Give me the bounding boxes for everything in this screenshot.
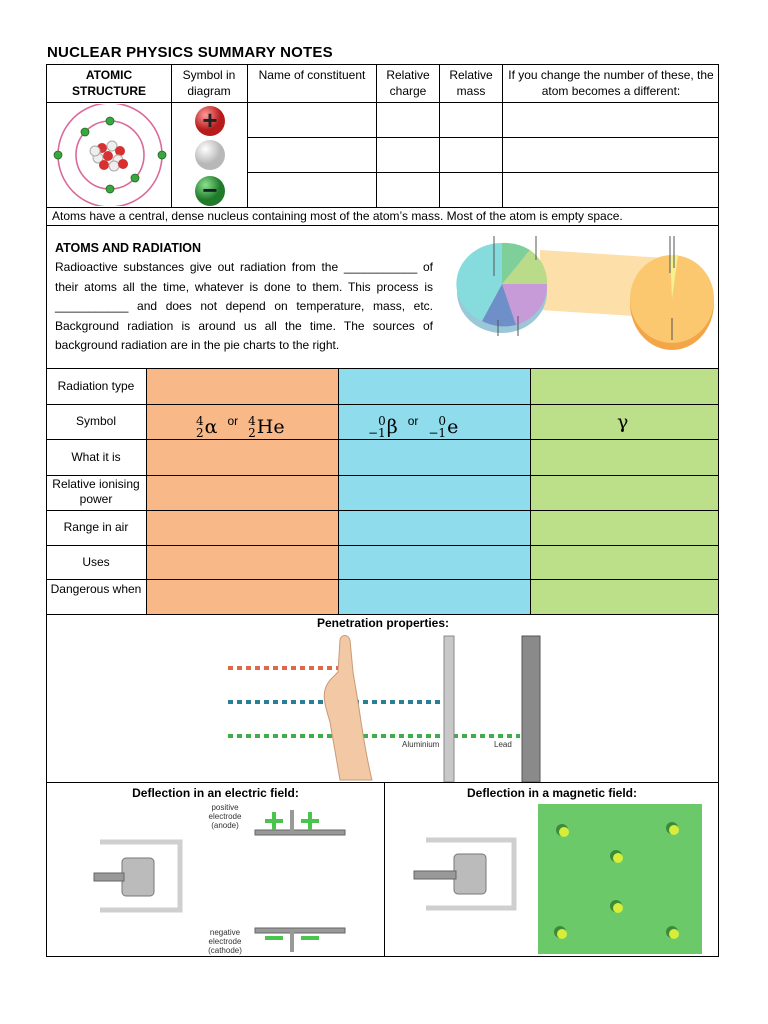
- row-divider: [47, 404, 719, 405]
- row-divider: [47, 102, 172, 103]
- nucleus: [90, 141, 128, 171]
- row-label-range: Range in air: [63, 520, 129, 534]
- col-divider: [502, 64, 503, 208]
- header-atomic-structure: ATOMIC STRUCTURE: [72, 68, 146, 98]
- col-divider: [171, 64, 172, 208]
- magnetic-field-diagram: [410, 800, 720, 956]
- beta-column: [339, 369, 530, 614]
- magnetic-heading: Deflection in a magnetic field:: [466, 786, 638, 800]
- header-charge: Relative charge: [386, 68, 430, 98]
- row-divider: [247, 137, 719, 138]
- radiation-heading: ATOMS AND RADIATION: [55, 241, 202, 255]
- proton-symbol: +: [202, 105, 218, 135]
- lead-sheet: [522, 636, 540, 782]
- neutron-icon: [195, 140, 225, 170]
- aluminium-sheet: [444, 636, 454, 782]
- lead-label: Lead: [494, 740, 512, 749]
- col-divider: [376, 64, 377, 208]
- positive-electrode-label: positive electrode (anode): [208, 803, 242, 830]
- row-label-ionising-power: Relative ionising power: [52, 477, 140, 506]
- header-becomes-different: If you change the number of these, the atom becomes a different:: [508, 68, 714, 98]
- row-label-uses: Uses: [82, 555, 110, 569]
- page-title: NUCLEAR PHYSICS SUMMARY NOTES: [47, 44, 333, 61]
- penetration-diagram: [220, 632, 550, 782]
- row-divider: [47, 545, 719, 546]
- atom-note: Atoms have a central, dense nucleus containing most of the atom’s mass. Most of the atom is empty space.: [52, 209, 623, 223]
- hand-icon: [324, 636, 372, 781]
- row-label-symbol: Symbol: [75, 414, 116, 428]
- radiation-paragraph: Radioactive substances give out radiation from the ___________ of their atoms all the time, whatever is done to them. This process is ___________ and does not depend on temperature, mass, etc. Background radiation is around us all the time. The sources of background radiation are in the pie charts to the right.: [55, 260, 433, 352]
- alpha-column: [147, 369, 338, 614]
- col-divider: [384, 782, 385, 957]
- penetration-heading: Penetration properties:: [316, 616, 450, 630]
- row-divider: [47, 475, 719, 476]
- row-label-radiation-type: Radiation type: [57, 379, 135, 393]
- header-symbol: Symbol in diagram: [182, 68, 236, 98]
- row-divider: [47, 782, 719, 783]
- row-divider: [47, 579, 719, 580]
- row-divider: [47, 225, 719, 226]
- atom-diagram: [50, 104, 170, 206]
- gamma-symbol: γ: [617, 411, 629, 433]
- beta-symbol: 0 −1 β or 0 −1 e: [368, 414, 459, 440]
- row-divider: [172, 102, 248, 103]
- col-divider: [439, 64, 440, 208]
- row-divider: [247, 102, 719, 103]
- row-divider: [47, 614, 719, 615]
- electron-symbol: −: [202, 175, 218, 205]
- row-divider: [47, 510, 719, 511]
- aluminium-label: Aluminium: [402, 740, 440, 749]
- electric-heading: Deflection in an electric field:: [132, 786, 299, 800]
- header-mass: Relative mass: [449, 68, 493, 98]
- gamma-column: [531, 369, 718, 614]
- alpha-symbol: 4 2 α or 4 2 He: [196, 414, 285, 440]
- row-divider: [247, 172, 719, 173]
- row-label-what-it-is: What it is: [71, 450, 121, 464]
- background-radiation-pie-charts: [452, 228, 714, 358]
- col-divider: [247, 64, 248, 208]
- row-label-dangerous: Dangerous when: [50, 582, 142, 596]
- header-constituent: Name of constituent: [258, 68, 366, 82]
- negative-electrode-label: negative electrode (cathode): [208, 928, 242, 955]
